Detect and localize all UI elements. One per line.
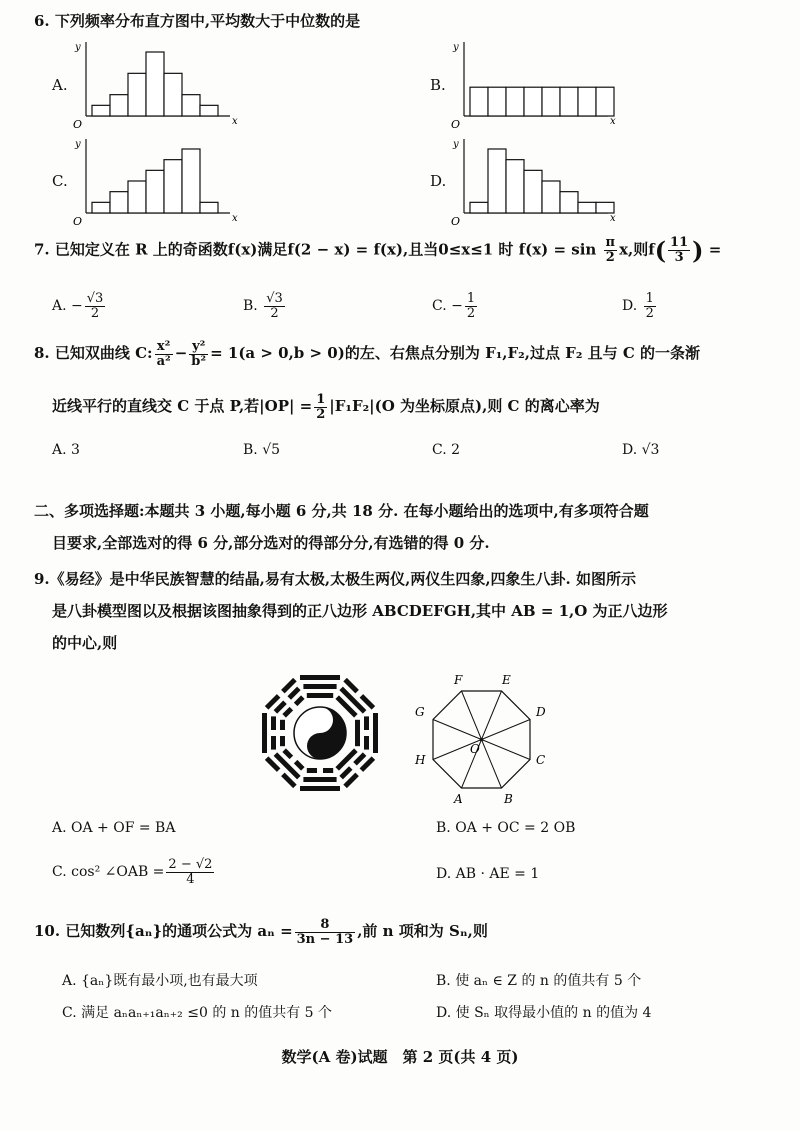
- histogram-c: [70, 135, 240, 225]
- histogram-bar: [578, 202, 596, 213]
- histogram-bar: [506, 160, 524, 213]
- octagon-center-dot: [480, 738, 484, 742]
- octagon-figure: [412, 656, 572, 806]
- histogram-bar: [110, 95, 128, 116]
- x-axis-label: x: [232, 213, 238, 224]
- trigram-icon: [300, 675, 340, 698]
- y-axis-label: y: [75, 139, 81, 150]
- vertex-h-label: H: [415, 753, 426, 767]
- q10-option-b: B. 使 aₙ ∈ Z 的 n 的值共有 5 个: [436, 973, 642, 989]
- y-axis-label: y: [75, 42, 81, 53]
- histogram-a: [70, 38, 240, 128]
- q10-option-a: A. {aₙ}既有最小项,也有最大项: [62, 973, 258, 989]
- histogram-bar: [182, 95, 200, 116]
- q7-arg-den: 3: [674, 250, 684, 265]
- q9-line3: 的中心,则: [52, 634, 118, 652]
- q8-stem-line1: 8. 已知双曲线 C: $\frac{\text{x²}}{\text{a²}}$ − $\frac{\text{y²}}{\text{b²}}$ = 1(a > 0,b > 0)的左、右焦点分别为 F₁,F₂,过点 F₂ 且与 C 的一条渐: [34, 339, 700, 369]
- histogram-bar: [542, 87, 560, 116]
- vertex-a-label: A: [454, 792, 463, 806]
- histogram-bar: [470, 202, 488, 213]
- origin-label: O: [73, 215, 83, 225]
- yin-yang-icon: [294, 707, 346, 759]
- q8-stem-line2: 近线平行的直线交 C 于点 P,若|OP| = $\frac{1}{2}$ |F₁F₂|(O 为坐标原点),则 C 的离心率为: [52, 392, 600, 422]
- histogram-bar: [200, 202, 218, 213]
- y-axis-label: y: [453, 42, 459, 53]
- q8-option-b: B. √5: [243, 442, 281, 458]
- q9-option-d: D. AB · AE = 1: [436, 866, 540, 882]
- vertex-c-label: C: [536, 753, 546, 767]
- q10-option-c: C. 满足 aₙaₙ₊₁aₙ₊₂ ≤0 的 n 的值共有 5 个: [62, 1005, 333, 1021]
- q9-line2: 是八卦模型图以及根据该图抽象得到的正八边形 ABCDEFGH,其中 AB = 1,O 为正八边形: [52, 602, 668, 620]
- histogram-d: [448, 135, 618, 225]
- histogram-bar: [560, 87, 578, 116]
- q9-line1: 9.《易经》是中华民族智慧的结晶,易有太极,太极生两仪,两仪生四象,四象生八卦. 如图所示: [34, 570, 636, 588]
- origin-label: O: [451, 215, 461, 225]
- histogram-bar: [524, 87, 542, 116]
- q6-label-c: C.: [52, 172, 68, 190]
- q7-option-d: D. $\frac{1}{2}$: [622, 291, 654, 321]
- q9-option-a: A. OA + OF = BA: [52, 820, 176, 836]
- q7-x-after: x,则f: [619, 240, 655, 259]
- x-axis-label: x: [610, 116, 616, 127]
- q6-label-b: B.: [430, 76, 446, 94]
- q10-option-d: D. 使 Sₙ 取得最小值的 n 的值为 4: [436, 1005, 652, 1021]
- q7-eq: =: [708, 240, 722, 259]
- histogram-bar: [470, 87, 488, 116]
- histogram-bar: [560, 192, 578, 213]
- histogram-bar: [146, 170, 164, 213]
- histogram-bar: [92, 105, 110, 116]
- histogram-b: [448, 38, 618, 128]
- page-footer: 数学(A 卷)试题 第 2 页(共 4 页): [281, 1048, 519, 1066]
- q6-label-d: D.: [430, 172, 447, 190]
- histogram-bar: [92, 202, 110, 213]
- vertex-e-label: E: [502, 673, 511, 687]
- histogram-bar: [146, 52, 164, 116]
- trigram-icon: [262, 713, 285, 753]
- q7-stem-a: 7. 已知定义在 R 上的奇函数: [34, 240, 228, 259]
- histogram-bar: [110, 192, 128, 213]
- vertex-d-label: D: [536, 705, 546, 719]
- vertex-f-label: F: [454, 673, 463, 687]
- histogram-bar: [596, 87, 614, 116]
- trigram-icon: [300, 768, 340, 791]
- histogram-bar: [164, 73, 182, 116]
- histogram-bar: [128, 181, 146, 213]
- q6-stem: 6. 下列频率分布直方图中,平均数大于中位数的是: [34, 12, 361, 30]
- section2-line1: 二、多项选择题:本题共 3 小题,每小题 6 分,共 18 分. 在每小题给出的选项中,有多项符合题: [34, 502, 649, 520]
- vertex-b-label: B: [504, 792, 513, 806]
- y-axis-label: y: [453, 139, 459, 150]
- q7-option-c: C. − $\frac{1}{2}$: [432, 291, 476, 321]
- histogram-bar: [578, 87, 596, 116]
- vertex-g-label: G: [415, 705, 425, 719]
- histogram-bar: [506, 87, 524, 116]
- histogram-bar: [488, 149, 506, 213]
- origin-label: O: [451, 118, 461, 128]
- q8-option-c: C. 2: [432, 442, 461, 458]
- histogram-bar: [200, 105, 218, 116]
- q7-option-b: B. $\frac{√3}{2}$: [243, 291, 283, 321]
- bagua-figure: [255, 668, 385, 798]
- histogram-bar: [182, 149, 200, 213]
- q7-stem-b: f(x)满足f(2 − x) = f(x),且当0≤x≤1 时 f(x) = sin: [227, 240, 597, 259]
- q7-option-a: A. − $\frac{√3}{2}$: [52, 291, 104, 321]
- histogram-bar: [542, 181, 560, 213]
- histogram-bar: [128, 73, 146, 116]
- section2-line2: 目要求,全部选对的得 6 分,部分选对的得部分分,有选错的得 0 分.: [52, 534, 490, 552]
- q8-option-a: A. 3: [52, 442, 80, 458]
- x-axis-label: x: [610, 213, 616, 224]
- q7-arg-num: 11: [670, 235, 689, 251]
- histogram-bar: [488, 87, 506, 116]
- trigram-icon: [355, 713, 378, 753]
- q8-option-d: D. √3: [622, 442, 660, 458]
- q10-stem: 10. 已知数列{aₙ}的通项公式为 aₙ = $\frac{8}{3n - 13}$ ,前 n 项和为 Sₙ,则: [34, 917, 488, 947]
- q9-option-c: C. cos² ∠OAB = $\frac{2 - √2}{4}$: [52, 857, 213, 887]
- q7-two: 2: [605, 250, 615, 265]
- histogram-bar: [596, 202, 614, 213]
- q6-label-a: A.: [52, 76, 68, 94]
- histogram-bar: [524, 170, 542, 213]
- center-o-label: O: [470, 742, 480, 756]
- x-axis-label: x: [232, 116, 238, 127]
- q9-option-b: B. OA + OC = 2 OB: [436, 820, 576, 836]
- origin-label: O: [73, 118, 83, 128]
- q7-pi: π: [605, 235, 616, 251]
- histogram-bar: [164, 160, 182, 213]
- q7-stem: 7. 已知定义在 R 上的奇函数f(x)满足f(2 − x) = f(x),且当0≤x≤1 时 f(x) = sin $\frac{\pi}{2}$ x,则f( $\frac{11}{3}$ ) =: [34, 235, 722, 265]
